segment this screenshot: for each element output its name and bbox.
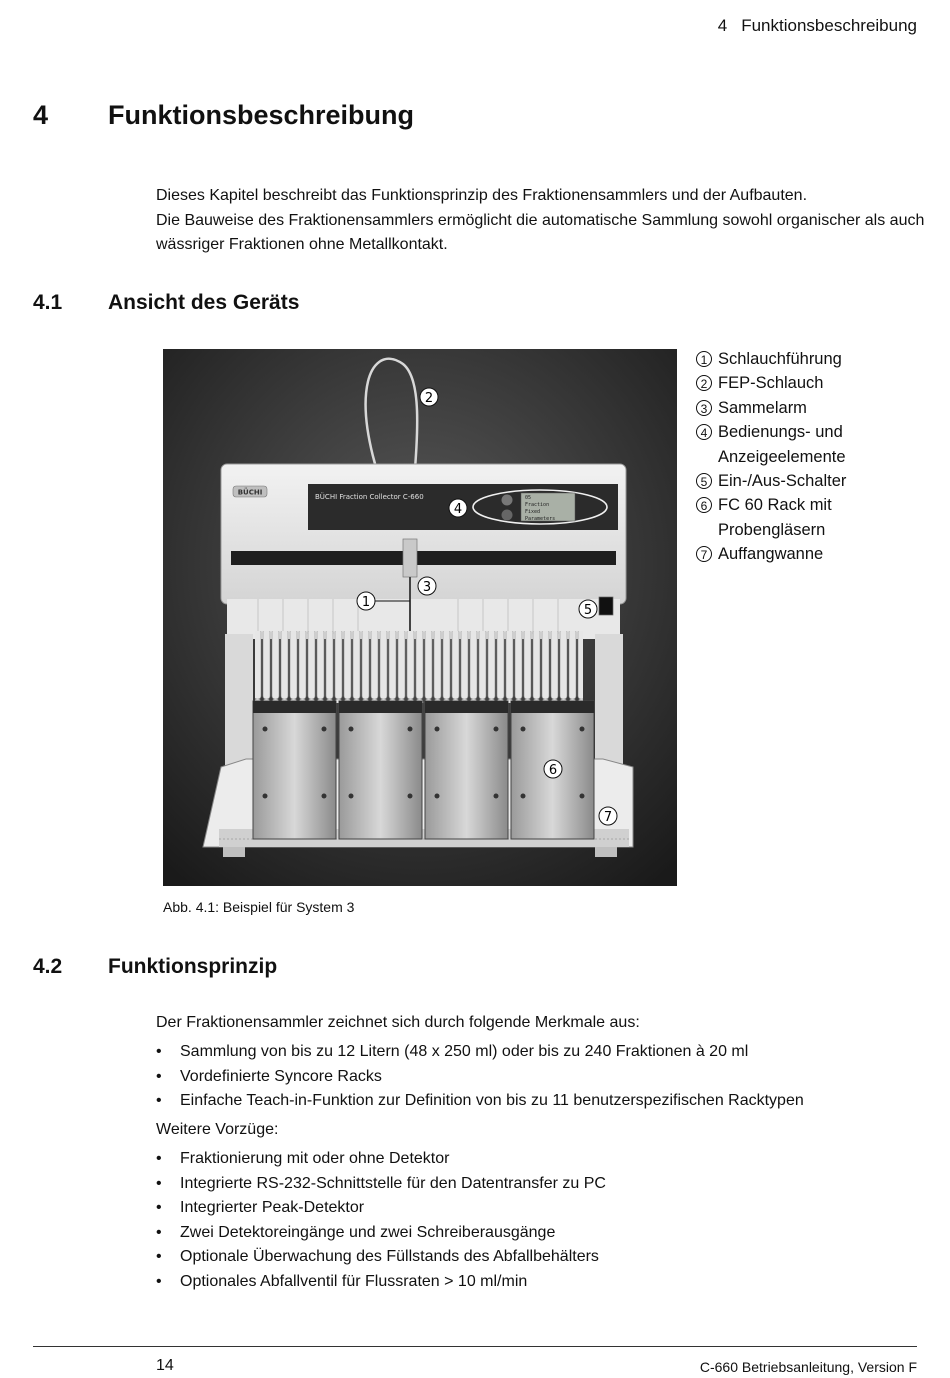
- callout-3: [418, 577, 436, 595]
- svg-text:3: 3: [422, 580, 432, 595]
- svg-text:5: 5: [583, 603, 593, 618]
- legend-number: 7: [696, 546, 712, 562]
- chapter-title: Funktionsbeschreibung: [108, 100, 415, 130]
- list-item: • Optionales Abfallventil für Flussraten > 10 ml/min: [156, 1270, 606, 1295]
- legend-number: 3: [696, 400, 712, 416]
- list-item: • Einfache Teach-in-Funktion zur Definition von bis zu 11 benutzerspezifischen Racktypen: [156, 1089, 804, 1114]
- section-number: 4.1: [33, 291, 63, 314]
- legend-text: Ein-/Aus-Schalter: [718, 472, 847, 491]
- legend-item: [696, 542, 893, 566]
- section-heading-4-2: [33, 955, 277, 979]
- advantages-intro: Weitere Vorzüge:: [156, 1121, 279, 1138]
- header-chapter-title: Funktionsbeschreibung: [741, 16, 917, 35]
- callout-7: [599, 807, 617, 825]
- callout-4: [449, 499, 467, 517]
- svg-text:4: 4: [453, 502, 463, 517]
- panel-label: BÜCHI Fraction Collector C-660: [315, 493, 424, 501]
- legend-text: Bedienungs- und Anzeigeelemente: [718, 423, 846, 466]
- logo-plate-text: BÜCHI: [237, 488, 263, 497]
- legend-number: 4: [696, 424, 712, 440]
- running-header: [718, 16, 917, 36]
- display-line-1: 05: [525, 495, 532, 501]
- legend-text: Auffangwanne: [718, 545, 824, 564]
- intro-line-1: Dieses Kapitel beschreibt das Funktionsprinzip des Fraktionensammlers und der Aufbauten.: [156, 187, 808, 204]
- advantages-list: [156, 1147, 606, 1294]
- svg-text:6: 6: [548, 763, 558, 778]
- list-item: • Optionale Überwachung des Füllstands des Abfallbehälters: [156, 1245, 606, 1270]
- device-photo: [163, 349, 677, 886]
- list-item: • Integrierter Peak-Detektor: [156, 1196, 606, 1221]
- intro-paragraph: [156, 184, 936, 258]
- chapter-number: 4: [33, 100, 49, 130]
- header-chapter-number: 4: [717, 16, 728, 35]
- svg-text:2: 2: [424, 391, 434, 406]
- callout-1: [357, 592, 375, 610]
- section-title: Funktionsprinzip: [108, 955, 278, 978]
- legend-item: [696, 493, 893, 542]
- legend-item: [696, 396, 893, 420]
- document-title: C-660 Betriebsanleitung, Version F: [699, 1359, 917, 1375]
- legend-text: Schlauchführung: [718, 350, 842, 368]
- chapter-heading: [33, 100, 414, 131]
- figure-legend: [696, 347, 893, 567]
- legend-number: 6: [696, 497, 712, 513]
- section-number: 4.2: [33, 955, 63, 978]
- page-number: 14: [156, 1357, 174, 1374]
- legend-item: [696, 420, 893, 469]
- display-line-4: Parameters: [525, 516, 556, 522]
- callout-6: [544, 760, 562, 778]
- list-item: • Zwei Detektoreingänge und zwei Schreiberausgänge: [156, 1221, 606, 1246]
- legend-number: 1: [696, 351, 712, 367]
- list-item: • Sammlung von bis zu 12 Litern (48 x 250 ml) oder bis zu 240 Fraktionen à 20 ml: [156, 1040, 804, 1065]
- svg-text:7: 7: [603, 810, 613, 825]
- features-list: [156, 1040, 804, 1114]
- legend-item: [696, 371, 893, 395]
- legend-text: Sammelarm: [718, 398, 807, 417]
- list-item: • Integrierte RS-232-Schnittstelle für den Datentransfer zu PC: [156, 1172, 606, 1197]
- intro-line-2: Die Bauweise des Fraktionensammlers ermöglicht die automatische Sammlung sowohl organischer als auch wässriger Fraktionen ohne Metallkontakt.: [156, 211, 925, 253]
- footer-divider: [33, 1346, 917, 1347]
- legend-text: FEP-Schlauch: [718, 374, 824, 393]
- features-intro: Der Fraktionensammler zeichnet sich durch folgende Merkmale aus:: [156, 1014, 640, 1031]
- list-item: • Fraktionierung mit oder ohne Detektor: [156, 1147, 606, 1172]
- legend-number: 2: [696, 375, 712, 391]
- legend-text: FC 60 Rack mit Probengläsern: [718, 496, 832, 539]
- callout-5: [579, 600, 597, 618]
- legend-item: [696, 469, 893, 493]
- display-line-3: Fixed: [525, 509, 541, 515]
- legend-number: 5: [696, 473, 712, 489]
- section-title: Ansicht des Geräts: [108, 291, 300, 314]
- display-line-2: Fraction: [525, 502, 550, 508]
- figure-caption: Abb. 4.1: Beispiel für System 3: [163, 899, 355, 915]
- list-item: • Vordefinierte Syncore Racks: [156, 1065, 804, 1090]
- section-heading-4-1: [33, 291, 299, 315]
- svg-text:1: 1: [361, 595, 371, 610]
- callout-2: [420, 388, 438, 406]
- legend-item: [696, 347, 893, 371]
